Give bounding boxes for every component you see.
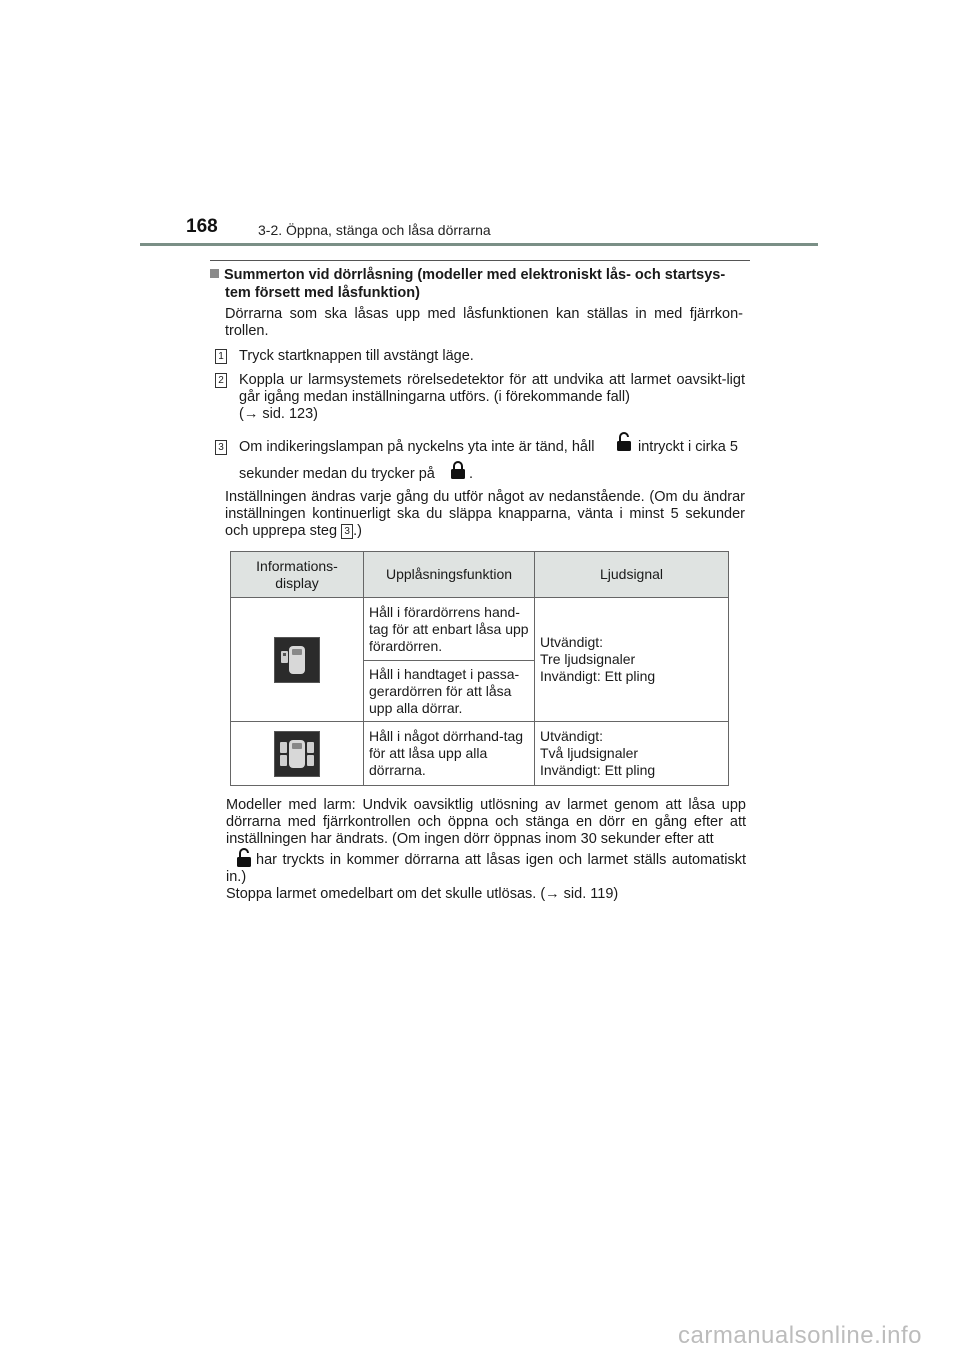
display-cell <box>231 722 364 786</box>
step-3-text-b: intryckt i cirka 5 <box>638 439 738 455</box>
table-header-row <box>231 552 729 598</box>
unlock-button-icon <box>236 848 252 868</box>
column-header-function: Upplåsningsfunktion <box>364 552 535 598</box>
table-row <box>231 598 729 661</box>
header-divider <box>140 243 818 246</box>
section-heading <box>210 266 752 302</box>
alarm-note <box>226 797 746 903</box>
step-3-number: 3 <box>215 440 227 455</box>
heading-line2: tem försett med låsfunktion) <box>225 285 420 301</box>
section-title: 3-2. Öppna, stänga och låsa dörrarna <box>258 222 491 238</box>
step-1-text: Tryck startknappen till avstängt läge. <box>239 348 474 364</box>
step-2-reference: (→ sid. 123) <box>239 406 318 422</box>
step-2-number: 2 <box>215 373 227 388</box>
all-doors-display-icon <box>274 731 320 777</box>
signal-line: Invändigt: Ett pling <box>540 668 656 684</box>
square-bullet-icon <box>210 269 219 278</box>
heading-divider <box>210 260 750 261</box>
alarm-note-text-a: Modeller med larm: Undvik oavsiktlig utlösning av larmet genom att låsa upp dörrarna med fjärrkontrollen och öppna och stänga en dörr en gång efter att inställningen har ändrats. (Om ingen dörr öppnas inom 30 sekunder efter att <box>226 797 746 847</box>
settings-note <box>225 489 745 540</box>
signal-line: Två ljudsignaler <box>540 745 639 761</box>
step-1-number: 1 <box>215 349 227 364</box>
settings-note-step-number: 3 <box>341 524 353 539</box>
heading-line1: Summerton vid dörrlåsning (modeller med elektroniskt lås- och startsys- <box>224 267 726 283</box>
intro-paragraph: Dörrarna som ska låsas upp med låsfunktionen kan ställas in med fjärrkon-trollen. <box>225 306 743 339</box>
alarm-note-text-b: har tryckts in kommer dörrarna att låsas igen och larmet ställs automatiskt in.) <box>226 852 746 885</box>
step-3-text-c: sekunder medan du trycker på <box>239 466 435 482</box>
signal-line: Tre ljudsignaler <box>540 651 636 667</box>
signal-line: Utvändigt: <box>540 728 604 744</box>
step-3-text-a: Om indikeringslampan på nyckelns yta inte är tänd, håll <box>239 439 595 455</box>
display-cell <box>231 598 364 722</box>
column-header-signal: Ljudsignal <box>535 552 729 598</box>
settings-note-end: .) <box>353 523 362 539</box>
unlock-button-icon <box>616 432 632 452</box>
signal-line: Utvändigt: <box>540 634 604 650</box>
settings-table <box>230 551 729 786</box>
signal-cell <box>535 722 729 786</box>
column-header-display: Informations-display <box>231 552 364 598</box>
driver-door-display-icon <box>274 637 320 683</box>
step-3-text-d: . <box>469 466 474 482</box>
step-2-text: Koppla ur larmsystemets rörelsedetektor för att undvika att larmet oavsikt-ligt går igång medan inställningarna utförs. (i förekommande fall) <box>239 372 745 405</box>
page-number: 168 <box>186 216 218 237</box>
function-cell: Håll i något dörrhand-tag för att låsa upp alla dörrarna. <box>364 722 535 786</box>
alarm-note-text-c: Stoppa larmet omedelbart om det skulle utlösas. (→ sid. 119) <box>226 886 619 902</box>
signal-cell <box>535 598 729 722</box>
lock-button-icon <box>450 460 466 480</box>
watermark: carmanualsonline.info <box>678 1322 922 1349</box>
function-cell: Håll i förardörrens hand-tag för att enbart låsa upp förardörren. <box>364 598 535 661</box>
table-row <box>231 722 729 786</box>
signal-line: Invändigt: Ett pling <box>540 762 656 778</box>
function-cell: Håll i handtaget i passa-gerardörren för att låsa upp alla dörrar. <box>364 661 535 722</box>
settings-note-text: Inställningen ändras varje gång du utför något av nedanstående. (Om du ändrar inställningen kontinuerligt ska du släppa knapparna, vänta i minst 5 sekunder och upprepa steg <box>225 489 745 539</box>
